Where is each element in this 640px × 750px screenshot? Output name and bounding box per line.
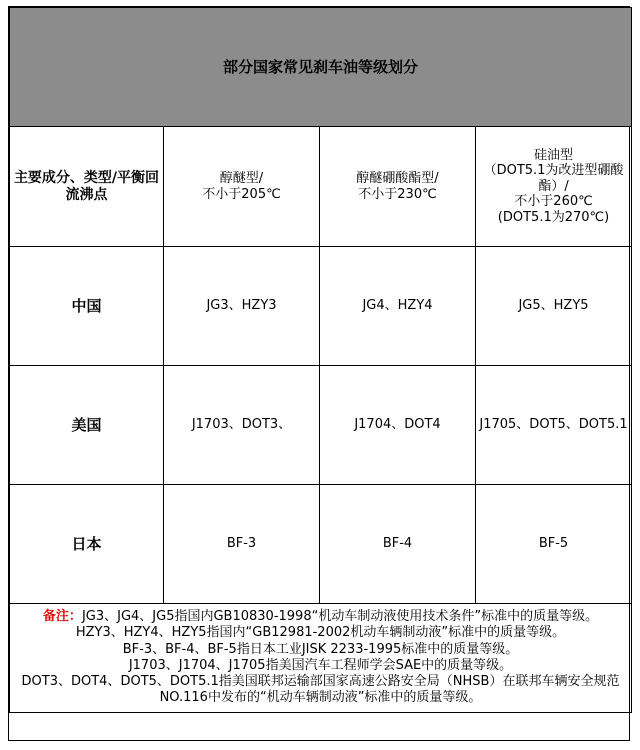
grade-cell: JG3、HZY3	[164, 247, 320, 366]
header-col-3: 硅油型 （DOT5.1为改进型硼酸酯）/ 不小于260℃ (DOT5.1为270℃)	[476, 127, 632, 247]
grade-cell: BF-4	[320, 485, 476, 604]
table-title: 部分国家常见刹车油等级划分	[10, 8, 632, 127]
note-cell	[10, 604, 632, 713]
title-row	[10, 8, 632, 127]
table-frame	[8, 6, 630, 741]
header-col-1: 醇醚型/ 不小于205℃	[164, 127, 320, 247]
country-cell: 中国	[10, 247, 164, 366]
note-line: DOT3、DOT4、DOT5、DOT5.1指美国联邦运输部国家高速公路安全局（NHSB）在联邦车辆安全规范NO.116中发布的“机动车辆制动液”标准中的质量等级。	[21, 674, 620, 706]
note-line: J1703、J1704、J1705指美国汽车工程师学会SAE中的质量等级。	[128, 657, 513, 673]
grade-cell: J1704、DOT4	[320, 366, 476, 485]
grade-cell: J1705、DOT5、DOT5.1	[476, 366, 632, 485]
grade-cell: JG5、HZY5	[476, 247, 632, 366]
note-line: BF-3、BF-4、BF-5指日本工业JISK 2233-1995标准中的质量等级。	[122, 641, 519, 657]
grade-cell: BF-3	[164, 485, 320, 604]
table-row	[10, 247, 632, 366]
brake-fluid-table	[9, 7, 632, 713]
grade-cell: J1703、DOT3、	[164, 366, 320, 485]
header-col-2: 醇醚硼酸酯型/ 不小于230℃	[320, 127, 476, 247]
grade-cell: JG4、HZY4	[320, 247, 476, 366]
note-line: JG3、JG4、JG5指国内GB10830-1998“机动车制动液使用技术条件”标准中的质量等级。	[81, 609, 599, 624]
header-row	[10, 127, 632, 247]
grade-cell: BF-5	[476, 485, 632, 604]
note-line: HZY3、HZY4、HZY5指国内“GB12981-2002机动车辆制动液”标准中的质量等级。	[75, 625, 566, 641]
table-row	[10, 366, 632, 485]
table-row	[10, 485, 632, 604]
country-cell: 日本	[10, 485, 164, 604]
country-cell: 美国	[10, 366, 164, 485]
note-row	[10, 604, 632, 713]
header-label: 主要成分、类型/平衡回流沸点	[10, 127, 164, 247]
note-label: 备注：	[42, 609, 82, 624]
